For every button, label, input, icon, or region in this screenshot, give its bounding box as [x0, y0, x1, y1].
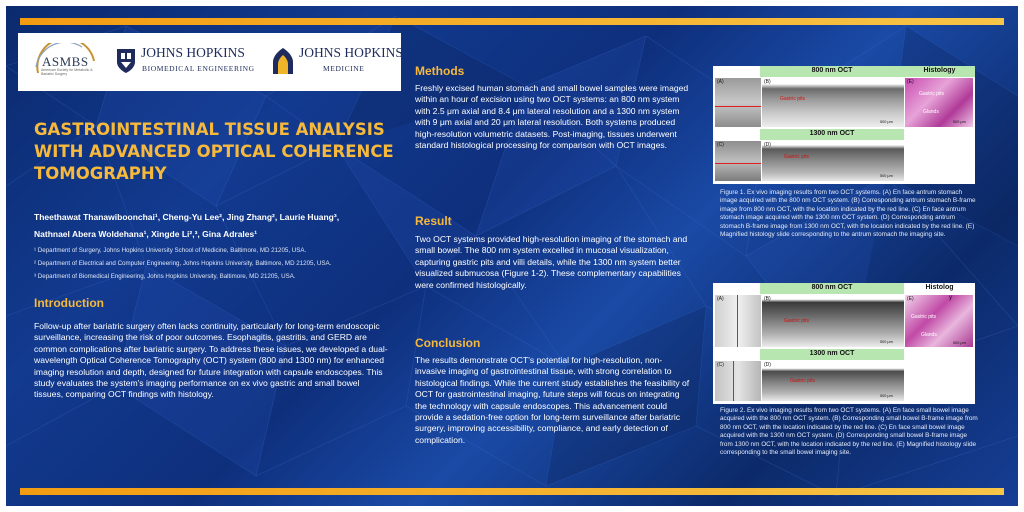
affiliation-item: ³ Department of Biomedical Engineering, Johns Hopkins University, Baltimore, MD 21205, USA. [34, 273, 296, 280]
glands-label: Glands [921, 332, 937, 338]
figure-2-panel-d [762, 361, 904, 401]
figure-1-panel-b [762, 78, 904, 127]
gastric-pits-label: Gastric pits [919, 91, 945, 97]
gastric-pits-label: Gastric pits [790, 378, 816, 384]
panel-tag: (D) [764, 362, 771, 368]
introduction-heading: Introduction [34, 296, 104, 310]
scale-bar-label: 500 μm [880, 174, 893, 178]
figure-1-panel-c [715, 141, 761, 181]
figure-2-panel-e [905, 295, 973, 347]
figure-1-label-histology: Histology [923, 67, 956, 74]
figure-2 [713, 283, 975, 404]
panel-tag: (D) [764, 142, 771, 148]
location-red-line [715, 163, 761, 164]
scale-bar-label: 500 μm [953, 120, 966, 124]
figure-1-header-1300 [760, 129, 904, 140]
location-red-line [737, 295, 738, 347]
figure-1 [713, 66, 975, 184]
panel-tag: (A) [717, 79, 724, 85]
panel-tag: (C) [717, 142, 724, 148]
panel-tag: (B) [764, 296, 771, 302]
jhm-name: JOHNS HOPKINS [299, 45, 403, 60]
methods-body: Freshly excised human stomach and small bowel samples were imaged within an hour of excision using two OCT systems: an 800 nm system with 2.5 μm axial and 8.4 μm lateral resolution and a 1300 nm system with 9 μm axial and 20 μm lateral resolution. Both systems produced high-resolution volumetric datasets. Post-imaging, tissues underwent standard histological processing for comparison with OCT images. [415, 83, 689, 151]
panel-tag: (A) [717, 296, 724, 302]
introduction-body: Follow-up after bariatric surgery often lacks continuity, particularly for long-term endoscopic surveillance, increasing the risk of poor outcomes. Esophagitis, gastritis, and GERD are common complications after bariatric surgery. To address these issues, we developed a dual-wavelength Optical Coherence Tomography (OCT) system (800 and 1300 nm) for enhanced imaging resolution and depth, designed for future integration with capsule endoscopes. This study evaluates the system's imaging performance on ex vivo gastric and small bowel tissues, comparing OCT findings with histology. [34, 321, 388, 400]
figure-2-panel-c [715, 361, 761, 401]
panel-tag: (E) [907, 296, 914, 302]
scale-bar-label: 500 μm [880, 340, 893, 344]
scale-bar-label: 500 μm [880, 394, 893, 398]
author-list [34, 209, 389, 243]
gastric-pits-label: Gastric pits [784, 154, 810, 160]
result-body: Two OCT systems provided high-resolution imaging of the stomach and small bowel. The 800 nm system excelled in mucosal visualization, capturing gastric pits and villi details, while the 1300 nm system better visualized submucosa (Figure 1-2). These complementary capabilities were confirmed histologically. [415, 234, 688, 290]
panel-tag: (E) [907, 79, 914, 85]
result-heading: Result [415, 214, 452, 228]
affiliation-list [34, 244, 389, 283]
figure-2-panel-a [715, 295, 761, 347]
figure-1-panel-a [715, 78, 761, 127]
figure-1-caption: Figure 1. Ex vivo imaging results from two OCT systems. (A) En face antrum stomach image acquired with the 800 nm OCT system. (B) Corresponding antrum stomach B-frame image from 800 nm OCT, with the location indicated by the red line. (C) En face antrum stomach image acquired with the 1300 nm OCT system. (D) Corresponding antrum stomach B-frame image from 1300 nm OCT, with the location indicated by the red line. (E) Magnified histology slide corresponding to the antrum stomach the imaging site. [720, 189, 976, 239]
figure-1-header-histology [904, 66, 975, 77]
histology-header-overflow: y [949, 295, 952, 301]
figure-2-label-histology: Histolog [925, 284, 954, 291]
asmbs-logo [32, 43, 102, 81]
poster [6, 6, 1018, 506]
jhu-shield-icon [115, 47, 137, 75]
location-red-line [733, 361, 734, 401]
figure-2-caption: Figure 2. Ex vivo imaging results from two OCT systems. (A) En face small bowel image acquired with the 800 nm OCT system. (B) Corresponding small bowel B-frame image from 800 nm OCT, with the location indicated by the red line. (C) En face small bowel image acquired with the 1300 nm OCT system. (D) Corresponding small bowel B-frame image from 1300 nm OCT, with the location indicated by the red line. (E) Magnified histology slide corresponding to the small bowel imaging site. [720, 407, 978, 457]
jhm-subtitle: MEDICINE [323, 64, 365, 73]
jhu-bme-name: JOHNS HOPKINS [141, 45, 245, 60]
asmbs-subtitle: American Society for Metabolic & Bariatric Surgery [41, 68, 93, 76]
conclusion-body: The results demonstrate OCT's potential for high-resolution, non-invasive imaging of gastrointestinal tissue, with strong correlation to histological findings. While the current study establishes the feasibility of OCT for gastrointestinal imaging, future steps will focus on integrating the technology with capsule endoscopes. This advancement could provide a sedation-free option for long-term surveillance after bariatric surgery, improving accessibility, compliance, and early detection of complication. [415, 355, 690, 445]
jhu-bme-subtitle: BIOMEDICAL ENGINEERING [142, 64, 255, 73]
author-line: Nathnael Abera Woldehana¹, Xingde Li²,³, Gina Adrales¹ [34, 229, 258, 239]
glands-label: Glands [923, 109, 939, 115]
figure-2-label-1300: 1300 nm OCT [809, 350, 855, 357]
figure-2-label-800: 800 nm OCT [811, 284, 853, 291]
asmbs-wordmark: ASMBS [42, 54, 89, 69]
jhm-dome-icon [271, 46, 295, 76]
scale-bar-label: 500 μm [953, 341, 966, 345]
figure-1-label-800: 800 nm OCT [811, 67, 853, 74]
logo-banner [18, 33, 401, 91]
gastric-pits-label: Gastric pits [911, 314, 937, 320]
panel-tag: (B) [764, 79, 771, 85]
methods-heading: Methods [415, 64, 465, 78]
figure-2-header-800 [760, 283, 904, 294]
gastric-pits-label: Gastric pits [784, 318, 810, 324]
author-line: Theethawat Thanawiboonchai¹, Cheng-Yu Lee², Jing Zhang², Laurie Huang³, [34, 212, 340, 222]
affiliation-item: ² Department of Electrical and Computer Engineering, Johns Hopkins University, Baltimore, MD 21205, USA. [34, 260, 332, 267]
affiliation-item: ¹ Department of Surgery, Johns Hopkins University School of Medicine, Baltimore, MD 21205, USA. [34, 247, 307, 254]
figure-2-header-histology [904, 283, 975, 294]
location-red-line [715, 106, 761, 107]
conclusion-heading: Conclusion [415, 336, 481, 350]
scale-bar-label: 500 μm [880, 120, 893, 124]
top-accent-stripe [20, 18, 1004, 25]
figure-2-header-1300 [760, 349, 904, 360]
bottom-accent-stripe [20, 488, 1004, 495]
figure-1-panel-d [762, 141, 904, 181]
gastric-pits-label: Gastric pits [780, 96, 806, 102]
panel-tag: (C) [717, 362, 724, 368]
poster-title: GASTROINTESTINAL TISSUE ANALYSIS WITH ADVANCED OPTICAL COHERENCE TOMOGRAPHY [34, 120, 394, 183]
figure-1-panel-e [905, 78, 973, 127]
figure-1-header-800 [760, 66, 904, 77]
figure-1-label-1300: 1300 nm OCT [809, 130, 855, 137]
figure-2-panel-b [762, 295, 904, 347]
